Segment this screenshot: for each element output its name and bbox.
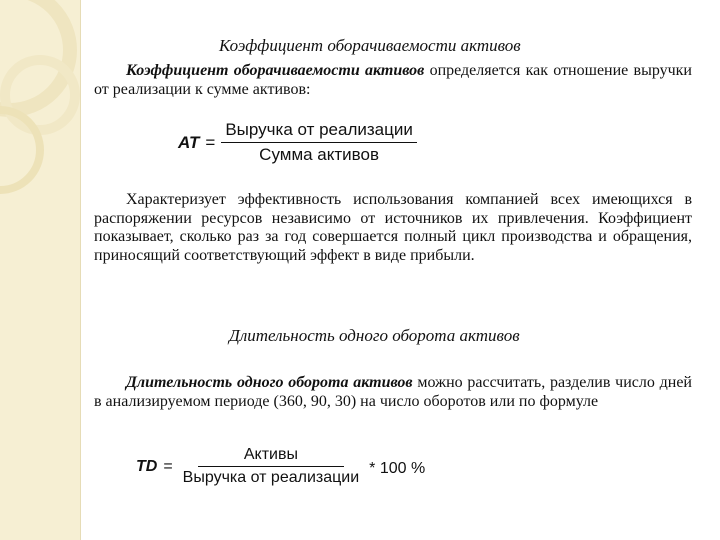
formula1-lhs: AT (178, 132, 200, 152)
side-divider (80, 0, 81, 540)
section1-term: Коэффициент оборачиваемости активов (126, 62, 425, 79)
formula1-numerator: Выручка от реализации (221, 120, 417, 143)
formula2-fraction (179, 446, 363, 487)
section2-title: Длительность одного оборота активов (229, 326, 520, 345)
section2-definition-text: можно рассчитать, разделив число дней в анализируемом периоде (360, 90, 30) на число оборотов или по формуле (94, 374, 692, 410)
formula1-equals: = (205, 132, 216, 152)
formula2-numerator: Активы (198, 446, 344, 467)
formula1-fraction (221, 120, 417, 165)
section2-term: Длительность одного оборота активов (126, 374, 413, 391)
formula2-suffix: * 100 % (369, 459, 426, 477)
decorative-side-band (0, 0, 80, 540)
formula2-denominator: Выручка от реализации (182, 469, 360, 486)
decorative-circles-icon (0, 0, 80, 540)
formula1-denominator: Сумма активов (259, 145, 380, 164)
formula2-equals: = (163, 457, 173, 475)
formula-asset-turnover (178, 120, 417, 165)
section1-definition-text: определяется как отношение выручки от реализации к сумме активов: (94, 62, 692, 98)
formula2-lhs: TD (136, 457, 158, 475)
section2-definition (94, 374, 692, 411)
formula-turnover-duration (136, 446, 425, 487)
section1-definition (94, 62, 692, 99)
section1-title: Коэффициент оборачиваемости активов (219, 36, 521, 55)
section1-description: Характеризует эффективность использования компанией всех имеющихся в распоряжении ресурсов независимо от источников их привлечения. Коэффициент показывает, сколько раз за год совершается полный цикл производства и обращения, приносящий соответствующий эффект в виде прибыли. (94, 191, 692, 264)
